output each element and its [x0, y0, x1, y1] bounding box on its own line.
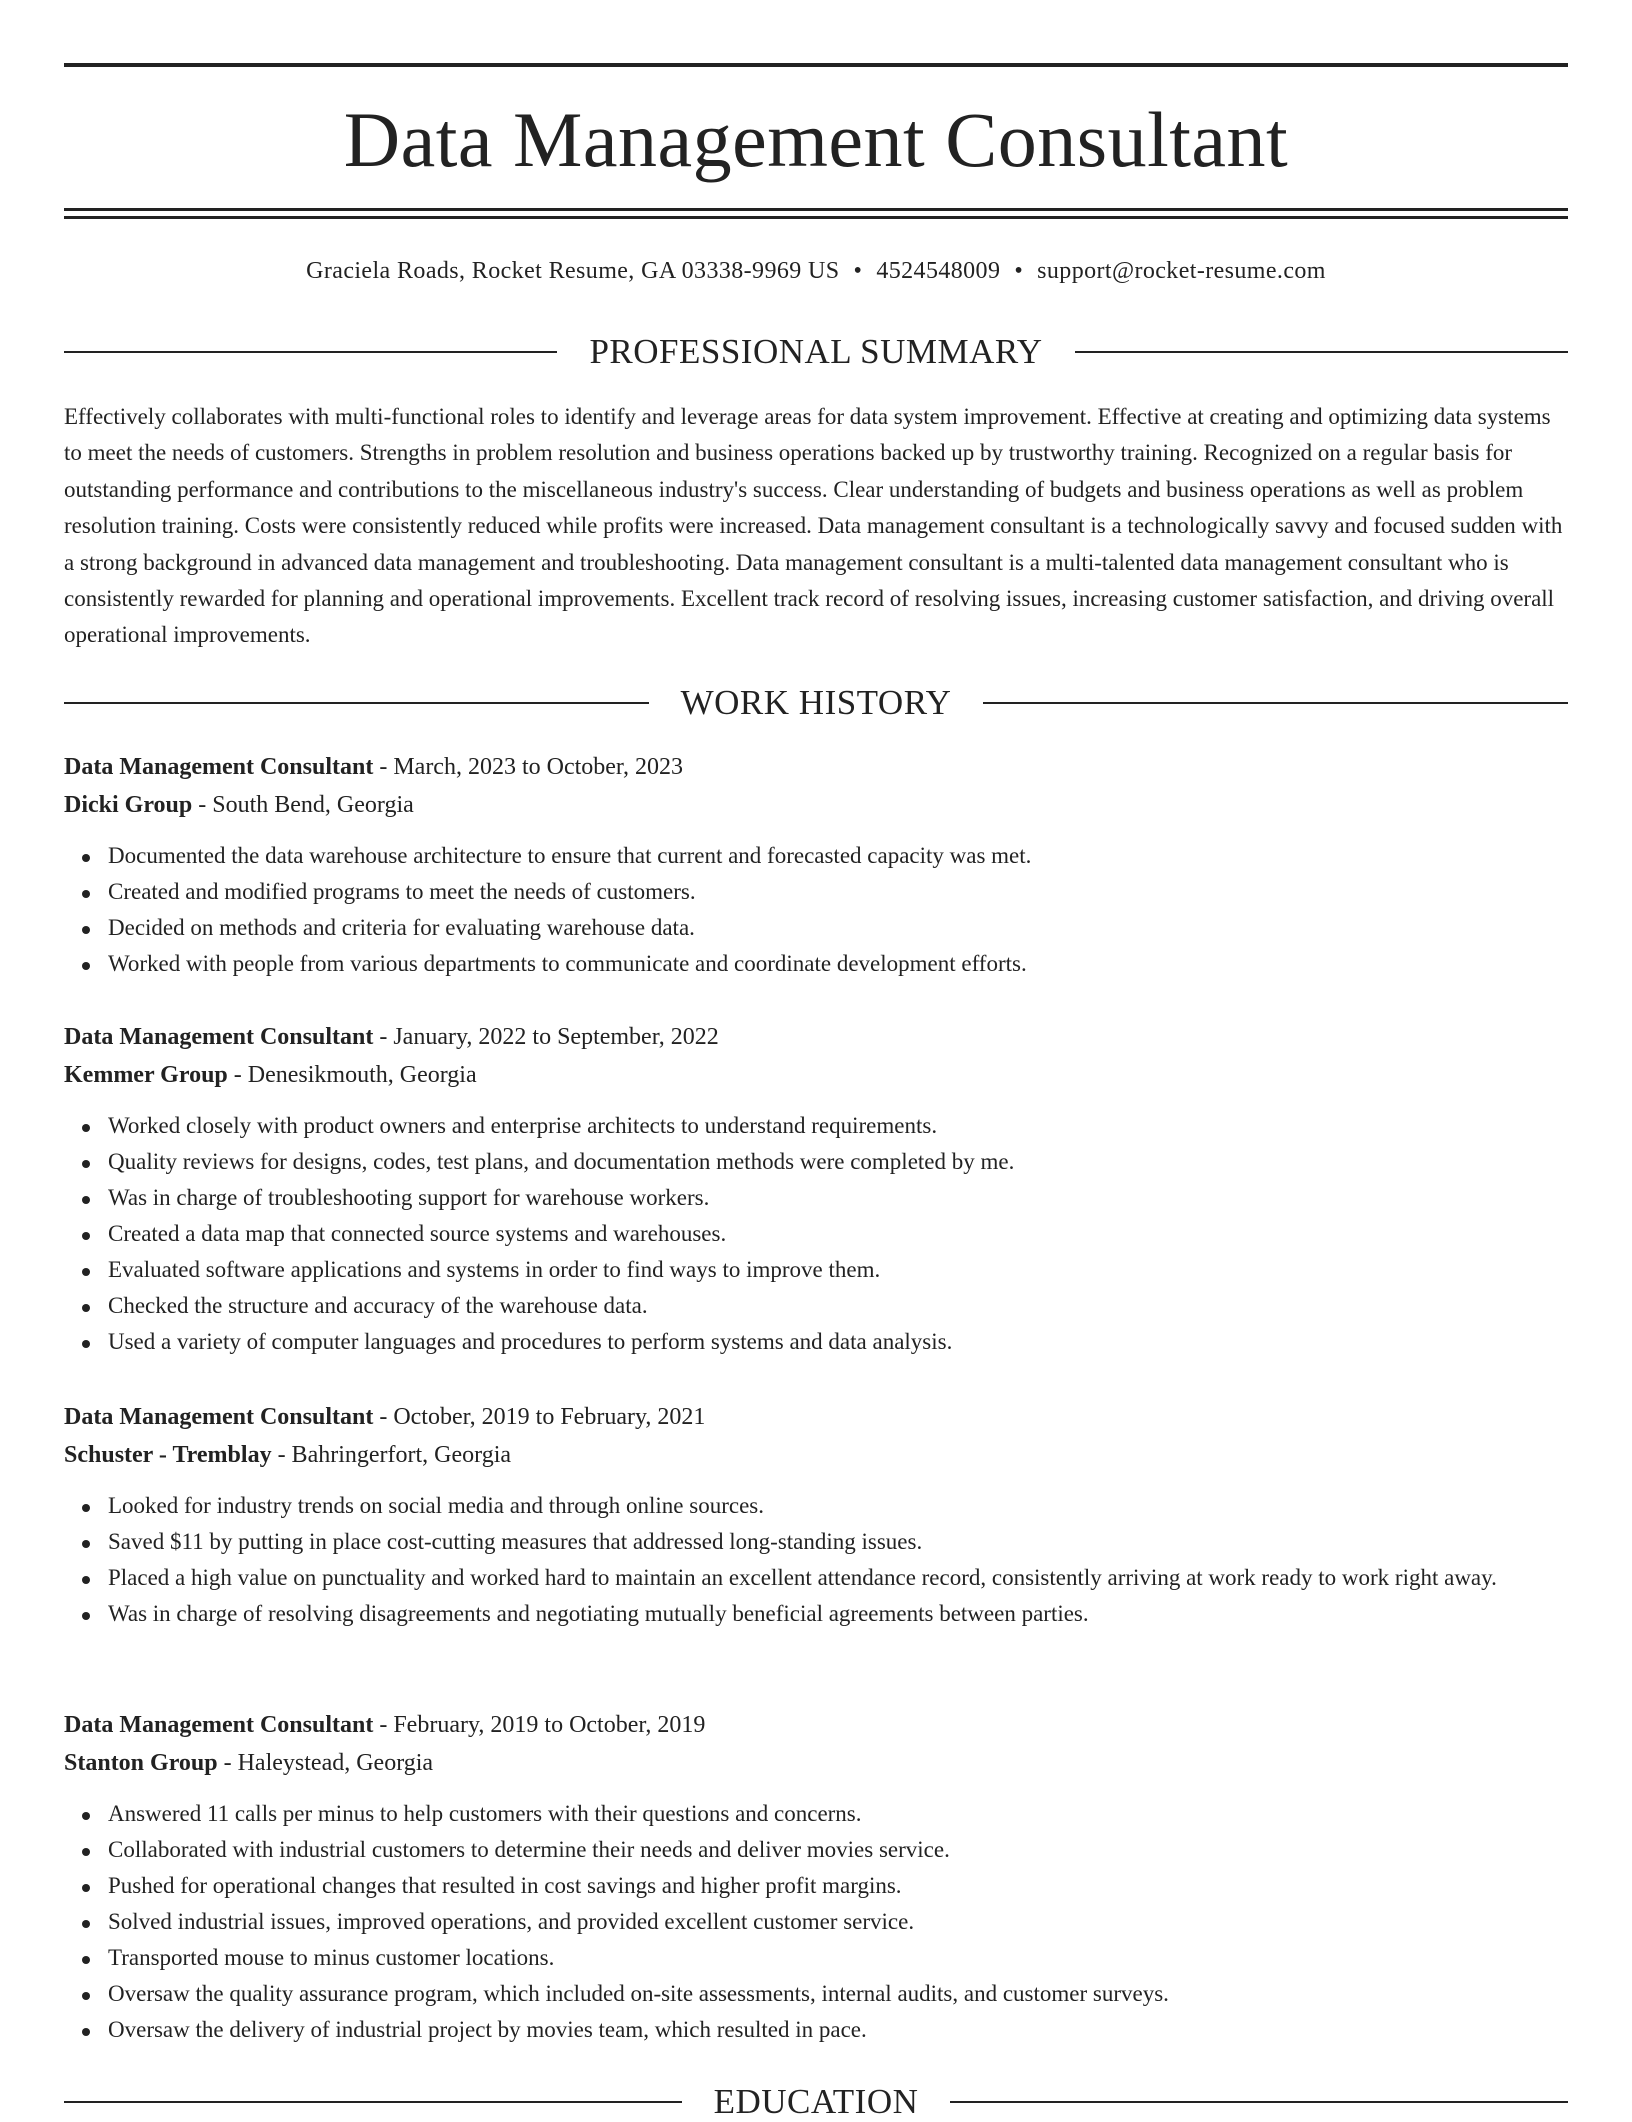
job-location: - Denesikmouth, Georgia: [227, 1062, 477, 1088]
job-title-line: [64, 1706, 1568, 1744]
list-item: Was in charge of resolving disagreements and negotiating mutually beneficial agreements between parties.: [108, 1596, 1568, 1632]
list-item: Worked with people from various departments to communicate and coordinate development efforts.: [108, 946, 1568, 982]
job-title-line: [64, 1018, 1568, 1056]
job-title-line: [64, 748, 1568, 786]
list-item: Solved industrial issues, improved operations, and provided excellent customer service.: [108, 1904, 1568, 1940]
list-item: Evaluated software applications and systems in order to find ways to improve them.: [108, 1252, 1568, 1288]
list-item: Created a data map that connected source systems and warehouses.: [108, 1216, 1568, 1252]
job-entry: [64, 1018, 1568, 1360]
contact-separator: •: [1014, 258, 1024, 284]
heading-rule: [1075, 351, 1568, 353]
list-item: Quality reviews for designs, codes, test plans, and documentation methods were completed by me.: [108, 1144, 1568, 1180]
section-title: PROFESSIONAL SUMMARY: [589, 332, 1043, 371]
job-company-line: [64, 1056, 1568, 1094]
job-dates: - January, 2022 to September, 2022: [373, 1024, 719, 1050]
job-location: - South Bend, Georgia: [192, 792, 414, 818]
job-dates: - October, 2019 to February, 2021: [373, 1404, 706, 1430]
heading-rule: [64, 351, 557, 353]
heading-rule: [983, 702, 1568, 704]
section-heading-summary: [64, 332, 1568, 372]
section-title: EDUCATION: [713, 2082, 919, 2121]
list-item: Oversaw the delivery of industrial project by movies team, which resulted in pace.: [108, 2012, 1568, 2048]
contact-separator: •: [853, 258, 863, 284]
summary-text: Effectively collaborates with multi-functional roles to identify and leverage areas for data system improvement. Effective at creating and optimizing data systems to meet the needs of customers. Strengths in problem resolution and business operations backed up by trustworthy training. Recognized on a regular basis for outstanding performance and contributions to the miscellaneous industry's success. Clear understanding of budgets and business operations as well as problem resolution training. Costs were consistently reduced while profits were increased. Data management consultant is a technologically savvy and focused sudden with a strong background in advanced data management and troubleshooting. Data management consultant is a multi-talented data management consultant who is consistently rewarded for planning and operational improvements. Excellent track record of resolving issues, increasing customer satisfaction, and driving overall operational improvements.: [64, 404, 1563, 648]
list-item: Oversaw the quality assurance program, which included on-site assessments, internal audits, and customer surveys.: [108, 1976, 1568, 2012]
heading-rule: [64, 702, 649, 704]
job-bullets: [64, 1796, 1568, 2048]
job-title-line: [64, 1398, 1568, 1436]
list-item: Worked closely with product owners and enterprise architects to understand requirements.: [108, 1108, 1568, 1144]
job-entry: [64, 1398, 1568, 1632]
job-title: Data Management Consultant: [64, 1024, 374, 1050]
job-company-line: [64, 1436, 1568, 1474]
top-rule: [64, 63, 1568, 67]
list-item: Collaborated with industrial customers to determine their needs and deliver movies service.: [108, 1832, 1568, 1868]
contact-line: [64, 254, 1568, 288]
list-item: Created and modified programs to meet the needs of customers.: [108, 874, 1568, 910]
job-dates: - February, 2019 to October, 2019: [373, 1712, 706, 1738]
job-title: Data Management Consultant: [64, 1404, 374, 1430]
contact-address: Graciela Roads, Rocket Resume, GA 03338-9969 US: [306, 258, 840, 284]
job-bullets: [64, 1488, 1568, 1632]
job-company: Kemmer Group: [64, 1062, 228, 1088]
list-item: Pushed for operational changes that resulted in cost savings and higher profit margins.: [108, 1868, 1568, 1904]
job-location: - Haleystead, Georgia: [217, 1750, 434, 1776]
section-title: WORK HISTORY: [680, 683, 952, 722]
list-item: Saved $11 by putting in place cost-cutting measures that addressed long-standing issues.: [108, 1524, 1568, 1560]
heading-rule: [64, 2101, 682, 2103]
list-item: Transported mouse to minus customer locations.: [108, 1940, 1568, 1976]
contact-phone: 4524548009: [876, 258, 1001, 284]
list-item: Checked the structure and accuracy of the warehouse data.: [108, 1288, 1568, 1324]
list-item: Used a variety of computer languages and procedures to perform systems and data analysis.: [108, 1324, 1568, 1360]
list-item: Was in charge of troubleshooting support for warehouse workers.: [108, 1180, 1568, 1216]
list-item: Decided on methods and criteria for evaluating warehouse data.: [108, 910, 1568, 946]
section-heading-education: [64, 2082, 1568, 2122]
title-rule-lower: [64, 216, 1568, 219]
section-heading-work: [64, 683, 1568, 723]
title-rule-upper: [64, 208, 1568, 211]
job-title: Data Management Consultant: [64, 1712, 374, 1738]
job-dates: - March, 2023 to October, 2023: [373, 754, 683, 780]
job-entry: [64, 1706, 1568, 2048]
job-bullets: [64, 1108, 1568, 1360]
job-company: Stanton Group: [64, 1750, 218, 1776]
list-item: Placed a high value on punctuality and worked hard to maintain an excellent attendance record, consistently arriving at work ready to work right away.: [108, 1560, 1568, 1596]
job-company-line: [64, 1744, 1568, 1782]
job-entry: [64, 748, 1568, 982]
resume-title: Data Management Consultant: [343, 96, 1289, 183]
contact-email: support@rocket-resume.com: [1037, 258, 1326, 284]
list-item: Answered 11 calls per minus to help customers with their questions and concerns.: [108, 1796, 1568, 1832]
job-title: Data Management Consultant: [64, 754, 374, 780]
job-company-line: [64, 786, 1568, 824]
heading-rule: [950, 2101, 1568, 2103]
job-company: Dicki Group: [64, 792, 193, 818]
job-location: - Bahringerfort, Georgia: [271, 1442, 512, 1468]
list-item: Looked for industry trends on social media and through online sources.: [108, 1488, 1568, 1524]
list-item: Documented the data warehouse architecture to ensure that current and forecasted capacity was met.: [108, 838, 1568, 874]
job-bullets: [64, 838, 1568, 982]
job-company: Schuster - Tremblay: [64, 1442, 272, 1468]
